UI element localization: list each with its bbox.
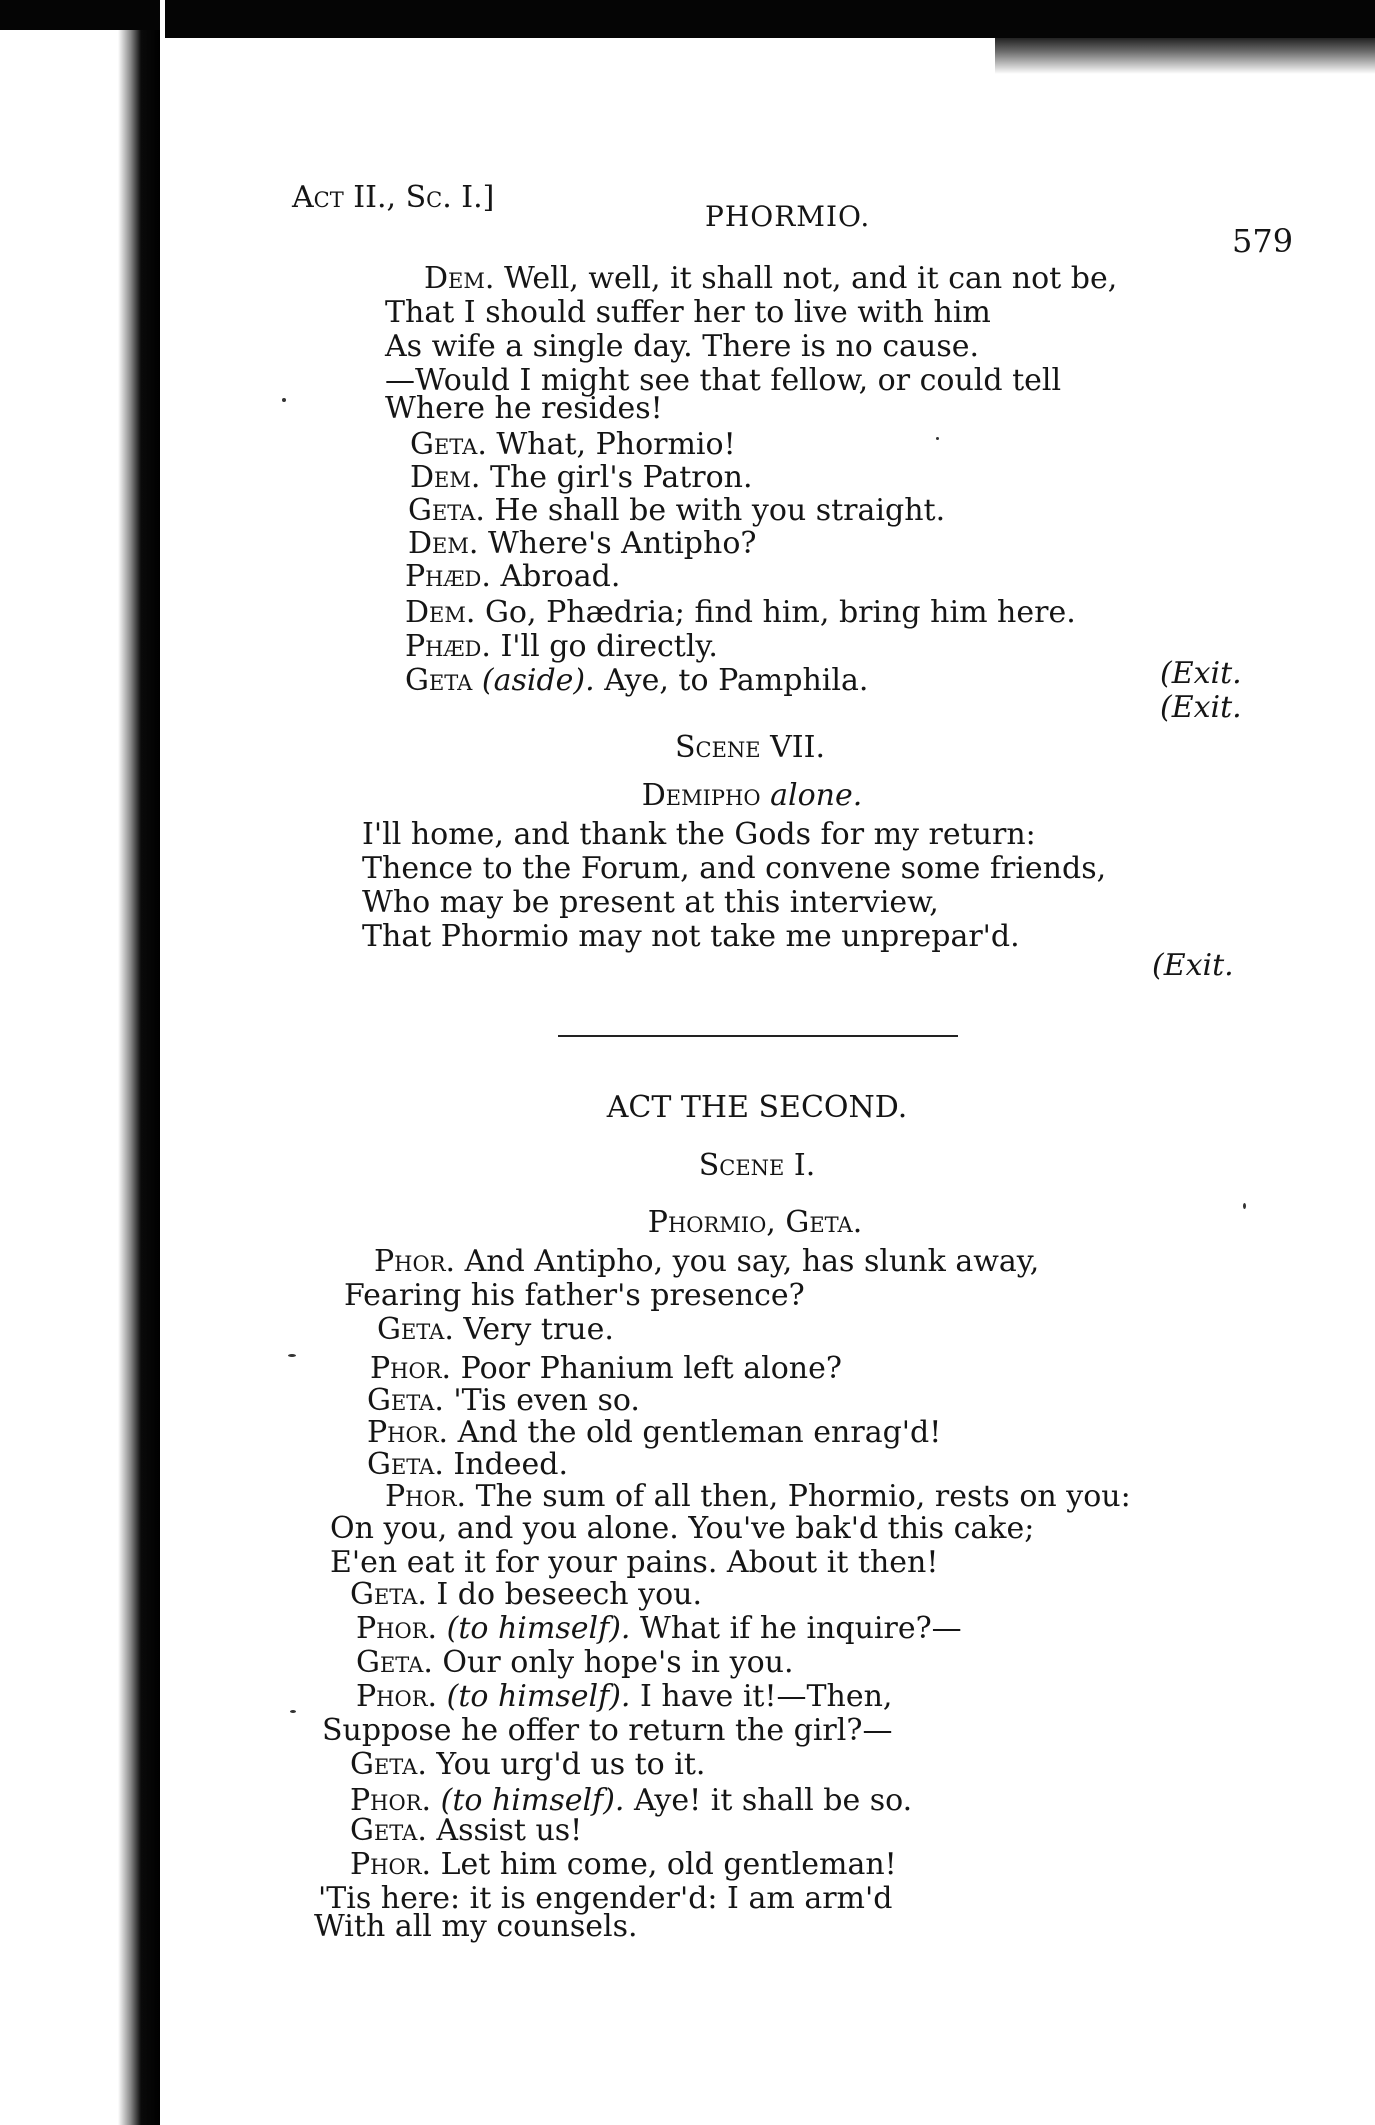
dialogue-line [377, 1313, 614, 1347]
scan-binding-shadow [0, 0, 165, 2125]
speech: 'Tis even so. [453, 1383, 640, 1418]
speaker: Phor. [367, 1415, 449, 1450]
dialogue-line [330, 1512, 1034, 1546]
dialogue-line [410, 428, 736, 462]
speaker: Geta [405, 663, 473, 698]
speaker: Geta. [350, 1577, 427, 1612]
scene-heading: Scene VII. [674, 730, 826, 765]
speech: Poor Phanium left alone? [460, 1351, 842, 1386]
dialogue-line [405, 630, 718, 664]
speaker: Phor. [350, 1783, 432, 1818]
exit-direction: (Exit. [1160, 690, 1242, 725]
stage-direction: (aside). [481, 663, 595, 698]
dialogue-line [385, 296, 991, 330]
dialogue-line [350, 1814, 582, 1848]
dialogue-line [330, 1546, 938, 1580]
dialogue-line: I'll home, and thank the Gods for my return: [362, 817, 1036, 852]
scan-speck [290, 1710, 296, 1713]
speaker: Dem. [424, 261, 495, 296]
speech: Suppose he offer to return the girl?— [322, 1713, 893, 1748]
speaker: Geta. [367, 1383, 444, 1418]
scene-heading: Scene I. [698, 1148, 816, 1183]
speech: E'en eat it for your pains. About it then! [330, 1545, 939, 1580]
scan-speck [282, 398, 286, 402]
running-head-title: PHORMIO. [705, 200, 871, 233]
running-header [0, 178, 1375, 260]
dialogue-line [356, 1612, 962, 1646]
page-number: 579 [1232, 222, 1294, 260]
dialogue-line [367, 1448, 568, 1482]
act-heading: ACT THE SECOND. [606, 1090, 908, 1125]
speech: Very true. [463, 1312, 614, 1347]
speech: You urg'd us to it. [436, 1747, 706, 1782]
speech: Fearing his father's presence? [344, 1278, 805, 1313]
speech: And the old gentleman enrag'd! [457, 1415, 942, 1450]
dialogue-line [405, 664, 868, 698]
speaker: Dem. [405, 595, 476, 630]
speaker: Phor. [374, 1244, 456, 1279]
scan-top-edge [0, 0, 1375, 38]
scan-speck [936, 437, 939, 440]
dialogue-line: Who may be present at this interview, [362, 885, 939, 920]
speaker: Phor. [356, 1679, 438, 1714]
speech: I have it!—Then, [639, 1679, 893, 1714]
speaker: Geta. [356, 1645, 433, 1680]
speech: Go, Phædria; find him, bring him here. [484, 595, 1076, 630]
dialogue-line [385, 392, 663, 426]
cast-note: alone. [770, 778, 863, 813]
speech: —Would I might see that fellow, or could tell [385, 363, 1062, 398]
speaker: Phor. [385, 1479, 467, 1514]
speaker: Geta. [410, 427, 487, 462]
dialogue-line [350, 1578, 702, 1612]
section-divider [558, 1035, 958, 1037]
speech: Abroad. [500, 559, 621, 594]
speaker: Geta. [350, 1813, 427, 1848]
speech: I'll go directly. [500, 629, 718, 664]
stage-direction: (to himself). [440, 1783, 625, 1818]
speech: That I should suffer her to live with him [385, 295, 991, 330]
dialogue-line [374, 1245, 1039, 1279]
dialogue-line [314, 1910, 638, 1944]
dialogue-line [367, 1384, 640, 1418]
dialogue-line [367, 1416, 941, 1450]
speech: Where he resides! [385, 391, 663, 426]
dialogue-line [405, 560, 620, 594]
speech: As wife a single day. There is no cause. [385, 329, 980, 364]
speech: With all my counsels. [314, 1909, 638, 1944]
speaker: Geta. [377, 1312, 454, 1347]
speech: Aye! it shall be so. [633, 1783, 913, 1818]
speech: What if he inquire?— [639, 1611, 962, 1646]
stage-direction: (to himself). [446, 1611, 631, 1646]
scan-top-shadow [995, 38, 1375, 74]
speaker: Dem. [408, 526, 479, 561]
stage-direction: (to himself). [446, 1679, 631, 1714]
dialogue-line [322, 1714, 892, 1748]
dialogue-line [370, 1352, 842, 1386]
running-head-act: Act II., Sc. I.] [292, 180, 495, 215]
speech: Assist us! [436, 1813, 583, 1848]
dialogue-line [410, 461, 753, 495]
speech: On you, and you alone. You've bak'd this cake; [330, 1511, 1035, 1546]
scene-cast: Phormio, Geta. [647, 1205, 863, 1240]
scene-cast [642, 778, 863, 813]
scan-speck [288, 1354, 296, 1357]
speech: 'Tis here: it is engender'd: I am arm'd [318, 1881, 893, 1916]
exit-direction: (Exit. [1160, 656, 1242, 691]
speaker: Phæd. [405, 559, 491, 594]
scan-speck [1243, 1203, 1246, 1209]
dialogue-line [344, 1279, 805, 1313]
speech: I do beseech you. [436, 1577, 702, 1612]
speech: He shall be with you straight. [494, 493, 946, 528]
dialogue-line [405, 596, 1076, 630]
speaker: Geta. [408, 493, 485, 528]
dialogue-line [350, 1748, 705, 1782]
speech: The girl's Patron. [489, 460, 753, 495]
speaker: Geta. [367, 1447, 444, 1482]
speaker: Phor. [370, 1351, 452, 1386]
speaker: Phor. [350, 1847, 432, 1882]
speech: And Antipho, you say, has slunk away, [464, 1244, 1040, 1279]
dialogue-line [408, 494, 945, 528]
dialogue-line [408, 527, 756, 561]
dialogue-line [385, 1480, 1131, 1514]
speaker: Geta. [350, 1747, 427, 1782]
cast-name: Demipho [641, 778, 761, 813]
speaker: Phæd. [405, 629, 491, 664]
exit-direction: (Exit. [1152, 948, 1234, 983]
speech: Our only hope's in you. [442, 1645, 794, 1680]
speech: The sum of all then, Phormio, rests on you: [475, 1479, 1131, 1514]
dialogue-line [350, 1848, 897, 1882]
dialogue-line: Thence to the Forum, and convene some friends, [362, 851, 1107, 886]
dialogue-line [356, 1680, 892, 1714]
speech: What, Phormio! [496, 427, 736, 462]
speech: Where's Antipho? [487, 526, 757, 561]
speech: Aye, to Pamphila. [604, 663, 869, 698]
dialogue-line [424, 262, 1117, 296]
speaker: Phor. [356, 1611, 438, 1646]
speaker: Dem. [410, 460, 481, 495]
speech: Indeed. [453, 1447, 569, 1482]
dialogue-line [356, 1646, 794, 1680]
speech: Let him come, old gentleman! [440, 1847, 897, 1882]
speech: Well, well, it shall not, and it can not be, [503, 261, 1118, 296]
dialogue-line [385, 330, 979, 364]
dialogue-line: That Phormio may not take me unprepar'd. [362, 919, 1020, 954]
